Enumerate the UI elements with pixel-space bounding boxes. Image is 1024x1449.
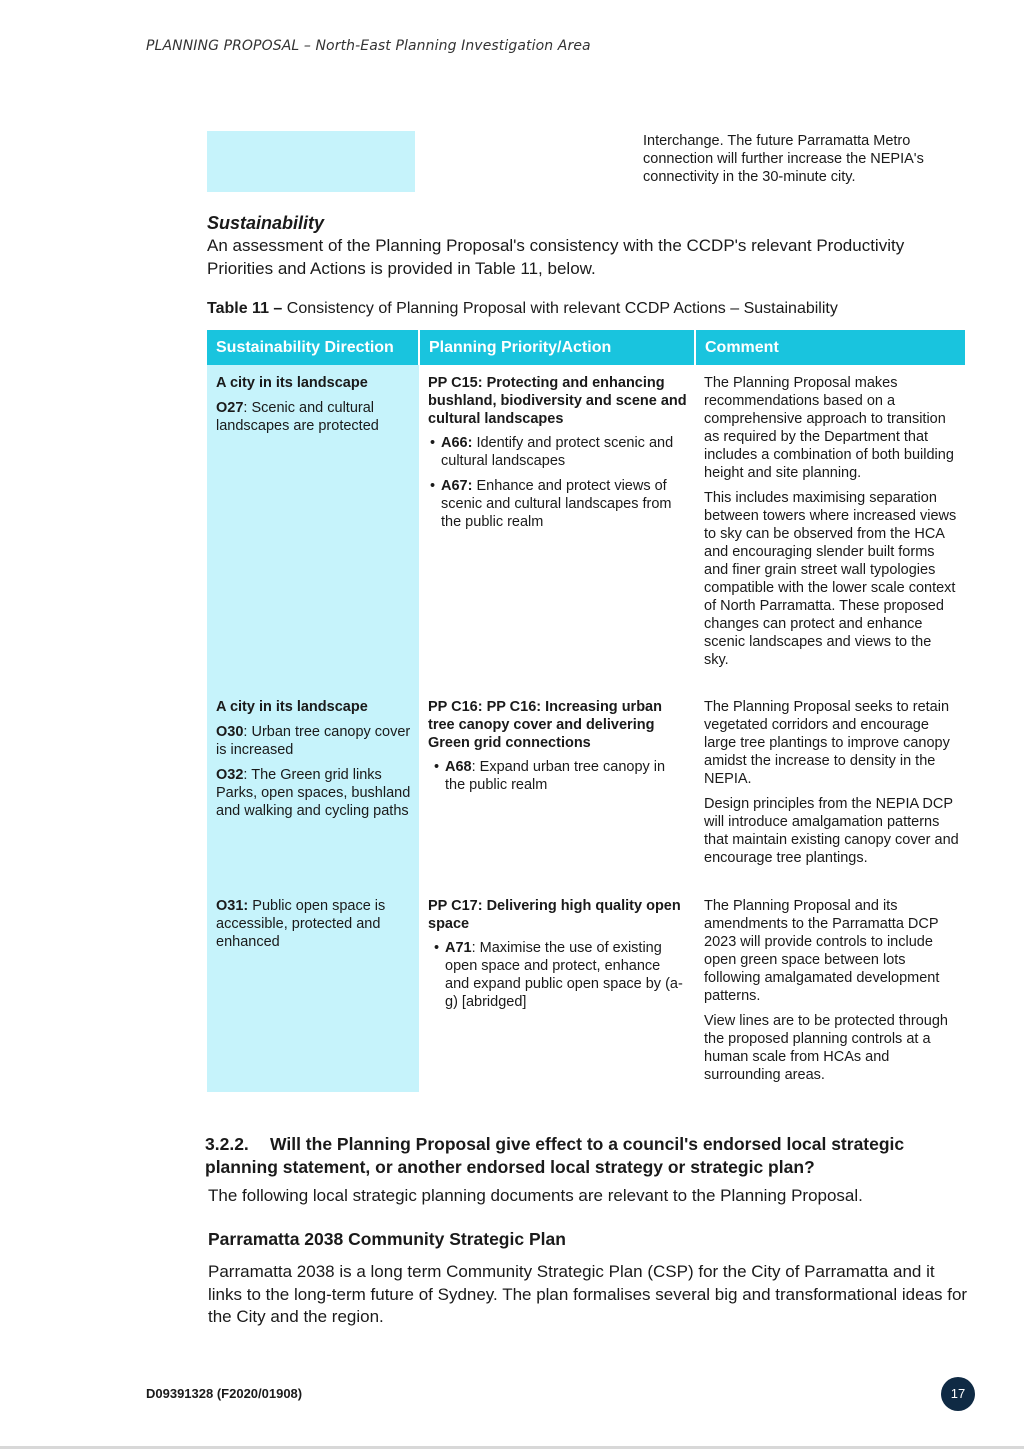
section-intro: The following local strategic planning documents are relevant to the Planning Proposal. <box>208 1186 863 1205</box>
direction-cell <box>207 365 419 689</box>
priority-cell <box>419 888 695 1092</box>
comment-cell <box>695 888 965 1092</box>
objective: O31: Public open space is accessible, protected and enhanced <box>216 898 386 950</box>
table-caption <box>207 300 838 318</box>
objective: O32: The Green grid links Parks, open spaces, bushland and walking and cycling paths <box>216 767 411 819</box>
document-reference: D09391328 (F2020/01908) <box>146 1386 303 1401</box>
header-comment: Comment <box>695 330 965 365</box>
action-item: • A67: Enhance and protect views of scenic and cultural landscapes from the public realm <box>441 477 687 531</box>
direction-cell <box>207 888 419 1092</box>
comment-paragraph: The Planning Proposal seeks to retain vegetated corridors and encourage large tree plantings to improve canopy amidst the increase to density in the NEPIA. <box>704 699 950 787</box>
table-caption-text: Consistency of Planning Proposal with relevant CCDP Actions – Sustainability <box>282 300 838 317</box>
comment-paragraph: This includes maximising separation between towers where increased views to sky can be observed from the HCA and encouraging slender built forms and finer grain street wall typologies compatible with the lower scale context of North Parramatta. These proposed changes can protect and enhance scenic landscapes and views to the sky. <box>704 490 957 668</box>
continued-table-cell <box>207 131 415 192</box>
comment-paragraph: The Planning Proposal and its amendments to the Parramatta DCP 2023 will provide controls to include open green space between lots following amalgamated development patterns. <box>704 898 940 1004</box>
objective: O27: Scenic and cultural landscapes are protected <box>216 400 379 434</box>
direction-heading: A city in its landscape <box>216 699 368 715</box>
comment-cell <box>695 689 965 888</box>
comment-cell <box>695 365 965 689</box>
consistency-table <box>207 330 965 1092</box>
comment-paragraph: The Planning Proposal makes recommendations based on a comprehensive approach to transition as required by the Department that includes a combination of both building height and site planning. <box>704 375 954 481</box>
priority-title: PP C17: Delivering high quality open space <box>428 898 681 932</box>
sustainability-heading: Sustainability <box>207 213 325 233</box>
table-row <box>207 365 965 689</box>
comment-paragraph: View lines are to be protected through the proposed planning controls at a human scale from HCAs and surrounding areas. <box>704 1013 948 1083</box>
priority-title: PP C16: PP C16: Increasing urban tree canopy cover and delivering Green grid connections <box>428 699 662 751</box>
section-heading-text: Will the Planning Proposal give effect to a council's endorsed local strategic planning statement, or another endorsed local strategy or strategic plan? <box>205 1134 905 1177</box>
table-header-row <box>207 330 965 365</box>
sustainability-intro: An assessment of the Planning Proposal's consistency with the CCDP's relevant Productivity Priorities and Actions is provided in Table 11, below. <box>207 236 905 278</box>
csp-paragraph: Parramatta 2038 is a long term Community Strategic Plan (CSP) for the City of Parramatta and it links to the long-term future of Sydney. The plan formalises several big and transformational ideas for the City and the region. <box>208 1262 968 1326</box>
header-planning-priority: Planning Priority/Action <box>419 330 695 365</box>
table-row <box>207 888 965 1092</box>
action-item: • A71: Maximise the use of existing open space and protect, enhance and expand public open space by (a-g) [abridged] <box>445 939 687 1011</box>
table-row <box>207 689 965 888</box>
section-heading <box>205 1133 975 1178</box>
objective: O30: Urban tree canopy cover is increased <box>216 724 411 758</box>
direction-heading: A city in its landscape <box>216 375 368 391</box>
action-item: • A68: Expand urban tree canopy in the public realm <box>445 758 687 794</box>
csp-heading: Parramatta 2038 Community Strategic Plan <box>208 1229 566 1249</box>
header-sustainability-direction: Sustainability Direction <box>207 330 419 365</box>
section-number: 3.2.2. <box>205 1134 249 1154</box>
priority-cell <box>419 689 695 888</box>
page-number-badge: 17 <box>941 1377 975 1411</box>
priority-title: PP C15: Protecting and enhancing bushland, biodiversity and scene and cultural landscapes <box>428 375 687 427</box>
action-list <box>428 758 687 794</box>
running-header: PLANNING PROPOSAL – North-East Planning Investigation Area <box>146 38 591 54</box>
comment-paragraph: Design principles from the NEPIA DCP will introduce amalgamation patterns that maintain existing canopy cover and encourage tree plantings. <box>704 796 959 866</box>
direction-cell <box>207 689 419 888</box>
continued-comment-text: Interchange. The future Parramatta Metro connection will further increase the NEPIA's connectivity in the 30-minute city. <box>643 133 924 185</box>
priority-cell <box>419 365 695 689</box>
table-caption-label: Table 11 – <box>207 300 283 317</box>
action-list <box>428 434 687 531</box>
action-item: • A66: Identify and protect scenic and cultural landscapes <box>441 434 687 470</box>
action-list <box>428 939 687 1011</box>
